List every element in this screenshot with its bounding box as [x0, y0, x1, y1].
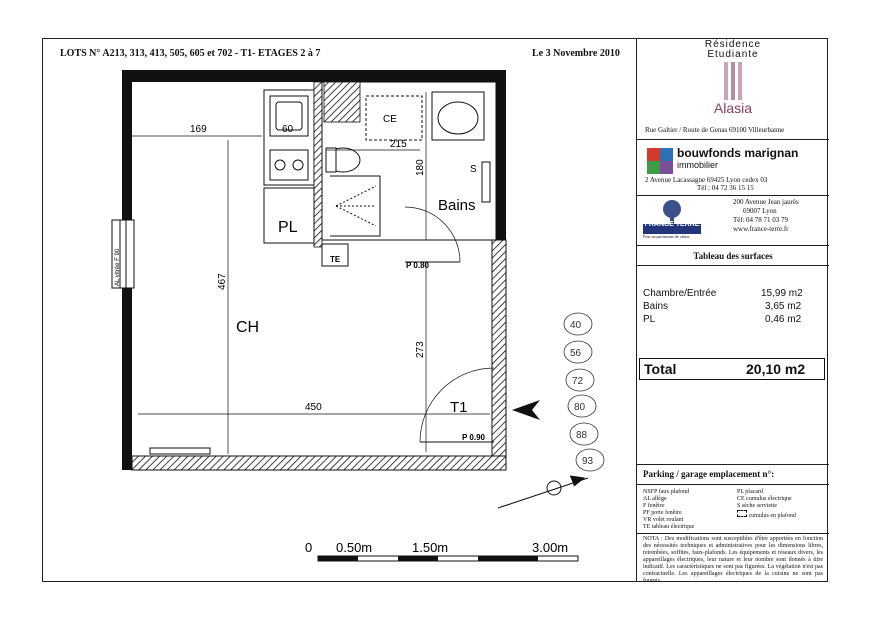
legend-code: PF — [643, 510, 650, 516]
legend-code: S — [737, 503, 741, 509]
total-row — [639, 358, 825, 380]
developer-name: bouwfonds marignan — [677, 146, 799, 160]
legend-box — [637, 484, 829, 534]
legend-text: allège — [652, 496, 667, 502]
washbasin — [432, 92, 484, 140]
north-wall — [122, 70, 506, 82]
parking-label: Parking / garage emplacement n°: — [643, 469, 775, 479]
scale-bar — [318, 556, 578, 561]
info-panel — [636, 38, 828, 582]
manager-tel: Tél: 04 78 71 03 79 — [733, 216, 789, 224]
manager-box — [637, 196, 829, 246]
legend-code: F — [643, 503, 647, 509]
surface-value: 0,46 m2 — [765, 314, 802, 325]
surface-label: PL — [643, 314, 656, 325]
surfaces-title: Tableau des surfaces — [693, 251, 773, 261]
legend-text: volet roulant — [652, 517, 684, 523]
alasia-logo-text: Alasia — [713, 100, 753, 116]
lot-number: 80 — [574, 402, 586, 413]
lot-number: 56 — [570, 348, 582, 359]
legend-text: porte fenêtre — [651, 510, 682, 516]
bouwfonds-logo-icon — [647, 148, 673, 174]
legend-text: faux plafond — [658, 489, 690, 495]
room-bains-label: Bains — [438, 197, 476, 214]
s-label: S — [470, 164, 477, 175]
lot-number: 72 — [572, 376, 584, 387]
radiator — [150, 448, 210, 454]
residence-box — [637, 38, 829, 140]
room-ch-label: CH — [236, 319, 260, 336]
dim-450: 450 — [305, 402, 322, 413]
residence-line2: Etudiante — [707, 49, 759, 60]
scale-label: 0.50m — [336, 540, 373, 555]
developer-box — [637, 140, 829, 196]
total-value: 20,10 m2 — [746, 361, 806, 377]
cooktop — [270, 150, 308, 180]
entrance-arrow — [512, 400, 540, 420]
north-compass-icon — [498, 476, 588, 508]
ce-label: CE — [383, 114, 397, 125]
lot-number: 40 — [570, 320, 582, 331]
east-wall-upper — [496, 70, 506, 240]
surface-value: 15,99 m2 — [761, 288, 803, 299]
alasia-logo-icon — [721, 62, 745, 102]
legend-text: cumulus électrique — [746, 496, 792, 502]
dim-60: 60 — [282, 124, 294, 135]
room-pl-label: PL — [278, 219, 298, 236]
legend-code: AL — [643, 496, 651, 502]
surface-label: Bains — [643, 301, 669, 312]
lot-numbers — [564, 313, 604, 471]
surface-label: Chambre/Entrée — [643, 288, 717, 299]
window-label: AL vitrée F 90 — [115, 248, 121, 286]
legend-text: cumulus en plafond — [748, 513, 796, 519]
developer-sub: immobilier — [677, 160, 719, 170]
scale-label: 3.00m — [532, 540, 569, 555]
legend-code: PL — [737, 489, 744, 495]
dim-180: 180 — [415, 159, 426, 176]
france-terre-logo-text: FRANCE TERRE — [644, 221, 700, 228]
manager-address1: 200 Avenue Jean jaurès — [733, 198, 799, 206]
dim-169: 169 — [190, 124, 207, 135]
residence-address: Rue Galtier / Route de Genas 69100 Villeurbanne — [645, 126, 785, 134]
dim-467: 467 — [217, 273, 228, 290]
scale-label: 1.50m — [412, 540, 449, 555]
legend-text: sèche serviette — [741, 503, 777, 509]
legend-code: CE — [737, 496, 745, 502]
legend-code: TE — [643, 524, 651, 530]
developer-address: 2 Avenue Lacassagne 69425 Lyon cedex 03 — [645, 176, 768, 184]
dim-273: 273 — [415, 341, 426, 358]
lot-number: 88 — [576, 430, 588, 441]
ceiling-heater-icon — [737, 510, 747, 517]
dim-215: 215 — [390, 139, 407, 150]
scale-label: 0 — [305, 540, 313, 555]
surfaces-table — [637, 266, 829, 377]
legend-code: NSFP — [643, 489, 658, 495]
duct — [324, 82, 360, 122]
manager-address2: 69007 Lyon — [743, 207, 777, 215]
surfaces-title-box — [637, 246, 829, 266]
legend-text: placard — [745, 489, 763, 495]
unit-t1-label: T1 — [450, 399, 468, 416]
nota-text: NOTA : Des modifications sont susceptibles d'être apportées en fonction des nécessités techniques et administratives pour les dimensions libres, retombées, soffites, faux-plafonds. Les équipements et réseaux divers, les appareillages électriques, leur nature et leur nombre sont donnés à titre indicatif. Les caractéristiques ne sont pas figurées. La végétation n'est pas contractuelle. Les appareillages électriques de la cuisine ne sont pas fournis. — [643, 536, 823, 584]
manager-tagline: Pour un patrimoine de valeur — [643, 234, 690, 239]
manager-web: www.france-terre.fr — [733, 225, 789, 233]
south-wall — [132, 456, 506, 470]
developer-tel: Tél : 04 72 36 15 15 — [697, 184, 754, 192]
te-label: TE — [330, 255, 341, 264]
legend-text: tableau électrique — [651, 524, 695, 530]
parking-box — [637, 464, 829, 479]
total-label: Total — [644, 361, 677, 377]
door-bains-label: P 0.80 — [406, 261, 429, 270]
legend-text: fenêtre — [647, 503, 665, 509]
residence-line1: Résidence — [704, 39, 762, 50]
lots-title: LOTS N° A213, 313, 413, 505, 605 et 702 - T1- ETAGES 2 à 7 — [60, 48, 321, 59]
east-wall-lower — [492, 240, 506, 456]
legend-code: VR — [643, 517, 652, 523]
door-entrance-label: P 0.90 — [462, 433, 485, 442]
towel-dryer — [482, 162, 490, 202]
plan-date: Le 3 Novembre 2010 — [532, 48, 620, 59]
lot-number: 93 — [582, 456, 594, 467]
surface-value: 3,65 m2 — [765, 301, 802, 312]
